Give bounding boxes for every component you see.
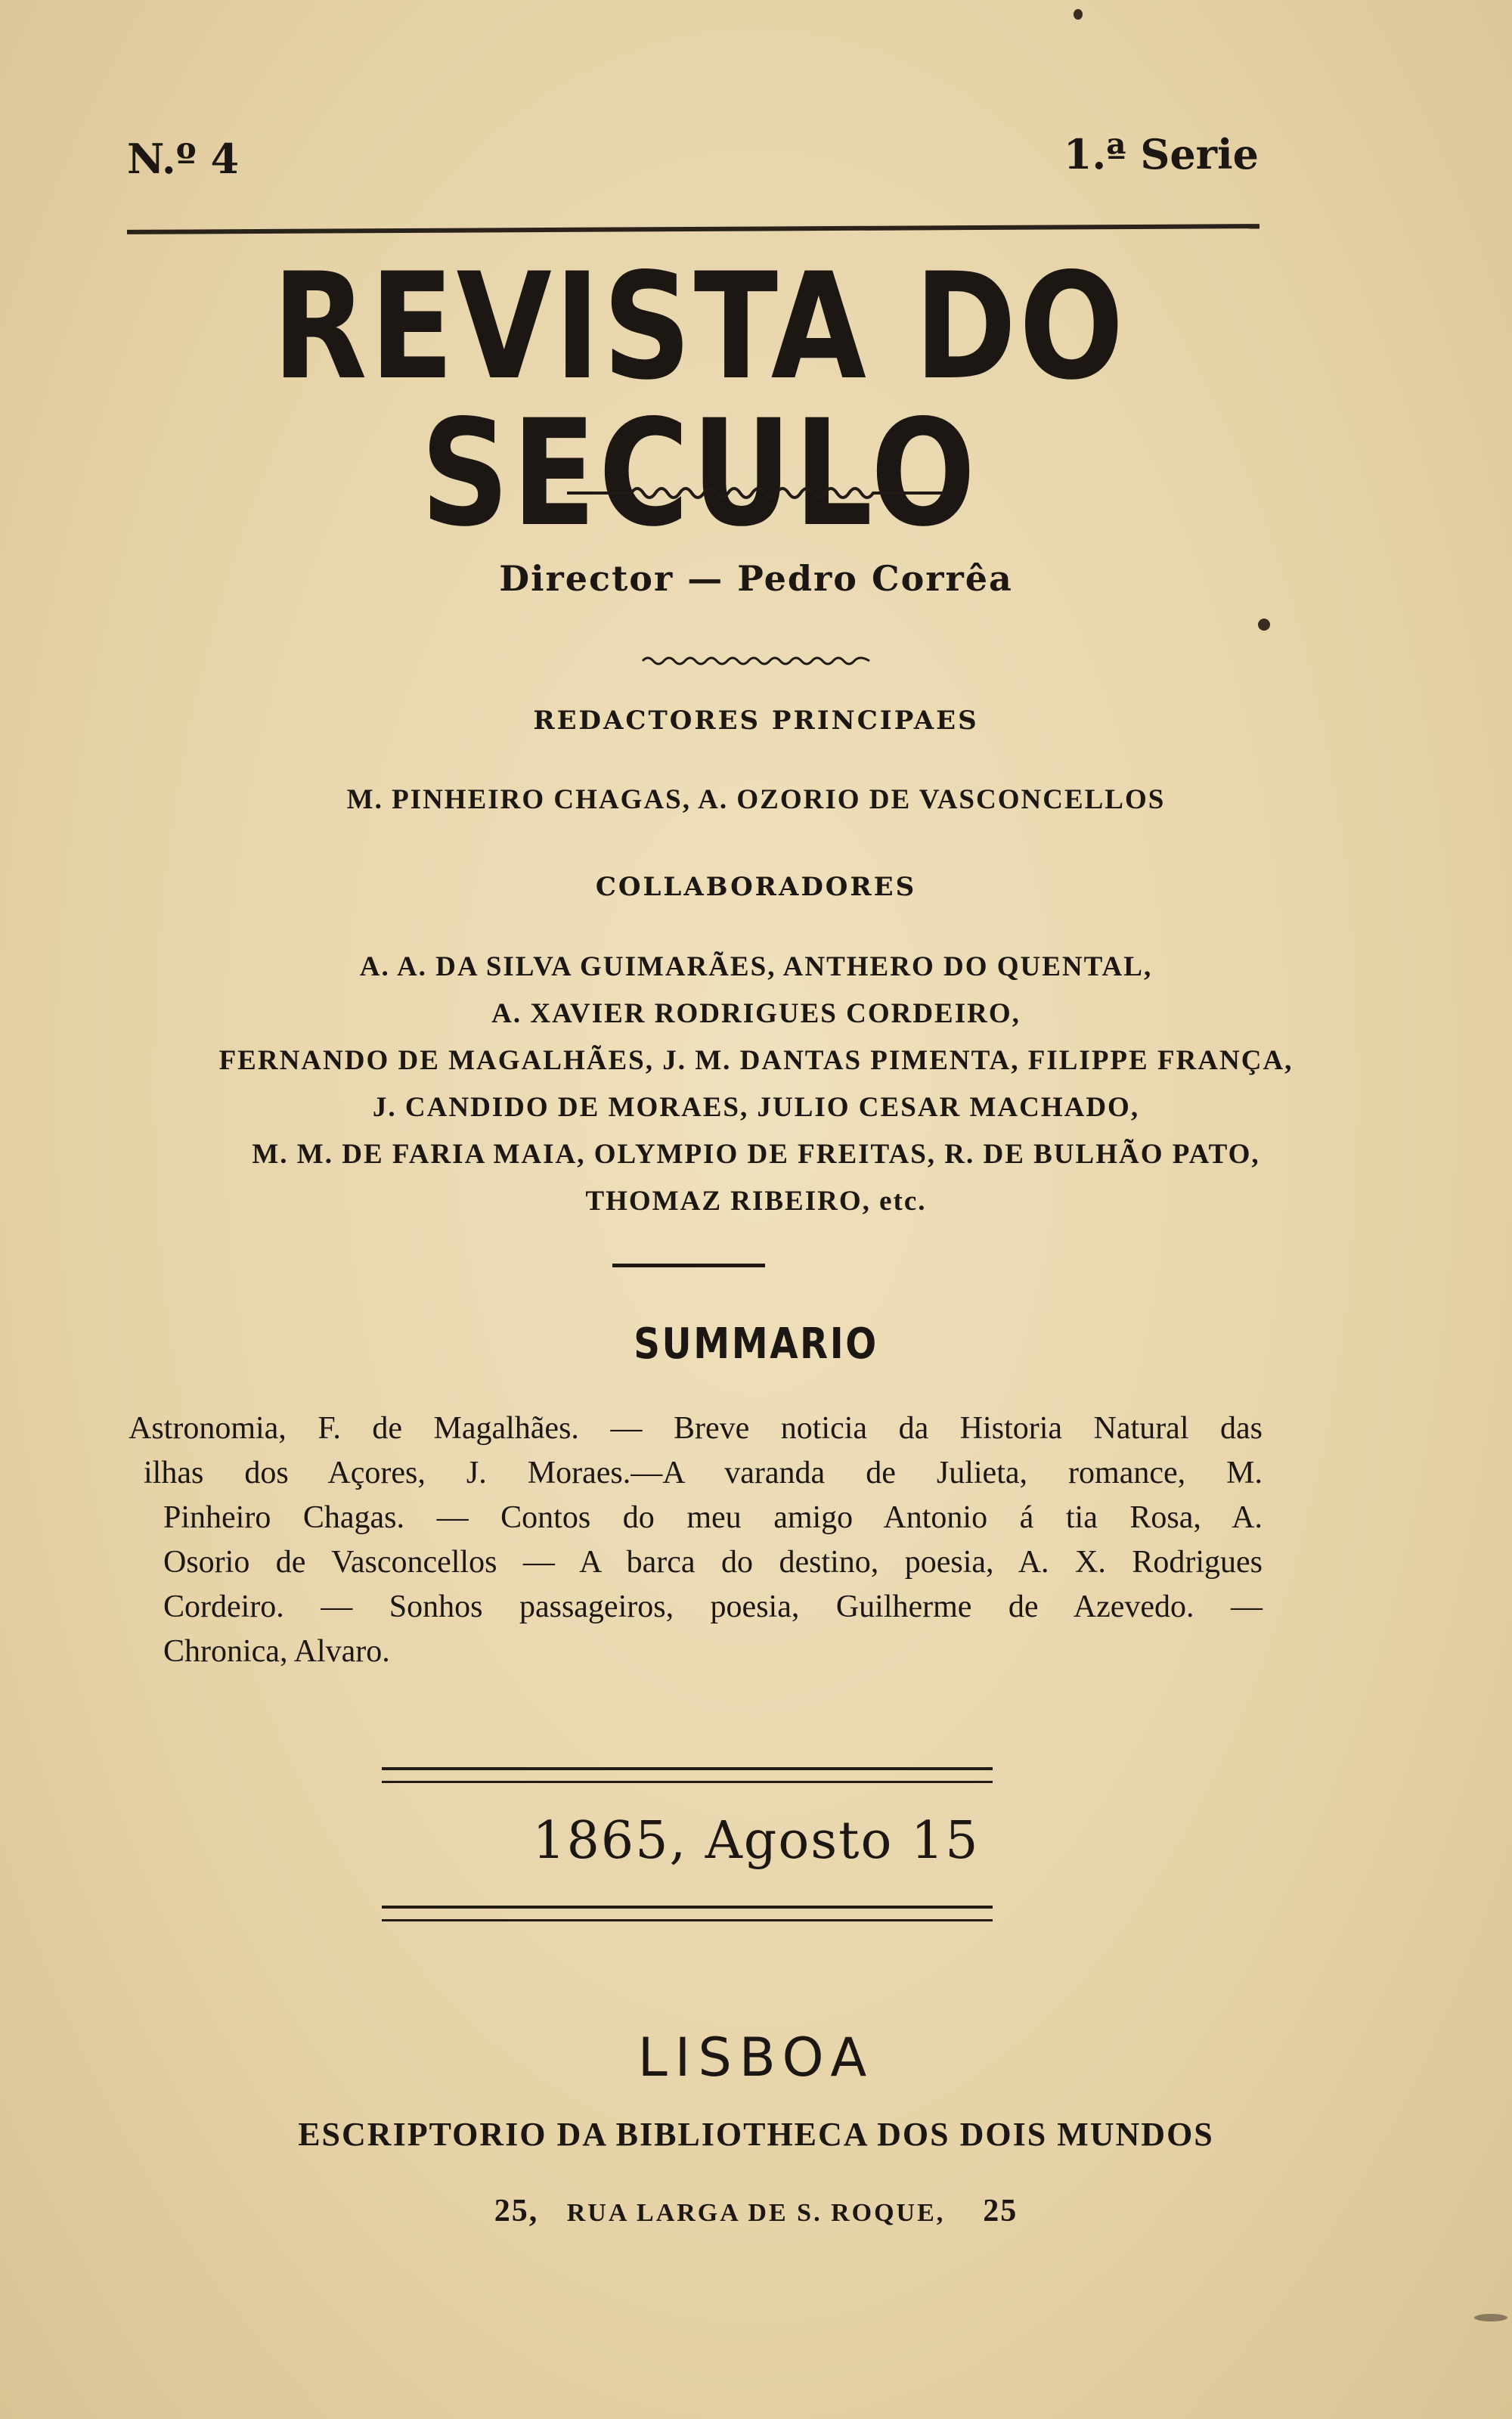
collaborators-line: A. XAVIER RODRIGUES CORDEIRO, bbox=[491, 998, 1021, 1029]
summary-line: Cordeiro. — Sonhos passageiros, poesia, Guilherme de Azevedo. — bbox=[163, 1589, 1263, 1624]
collaborators-line: FERNANDO DE MAGALHÃES, J. M. DANTAS PIMENTA, FILIPPE FRANÇA, bbox=[218, 1045, 1294, 1076]
imprint-city: LISBOA bbox=[637, 2027, 875, 2089]
collaborators-line: M. M. DE FARIA MAIA, OLYMPIO DE FREITAS, R. DE BULHÃO PATO, bbox=[252, 1139, 1260, 1170]
paper-speck bbox=[1474, 2314, 1507, 2321]
double-rule-bottom bbox=[382, 1906, 993, 1921]
issue-number: N.º 4 bbox=[127, 135, 240, 183]
summary-heading: SUMMARIO bbox=[634, 1320, 878, 1369]
collaborators-heading: COLLABORADORES bbox=[595, 872, 917, 902]
collaborators-line: A. A. DA SILVA GUIMARÃES, ANTHERO DO QUENTAL, bbox=[359, 951, 1153, 982]
summary-line: Osorio de Vasconcellos — A barca do destino, poesia, A. X. Rodrigues bbox=[163, 1545, 1263, 1580]
director-line: Director — Pedro Corrêa bbox=[499, 558, 1013, 599]
double-rule-top bbox=[382, 1767, 993, 1783]
paper-speck bbox=[1258, 619, 1270, 631]
masthead-title: REVISTA DO SECULO bbox=[272, 241, 1126, 559]
imprint-publisher: ESCRIPTORIO DA BIBLIOTHECA DOS DOIS MUNDOS bbox=[298, 2116, 1214, 2153]
collaborators-line: THOMAZ RIBEIRO, etc. bbox=[585, 1186, 927, 1217]
series-label: 1.ª Serie bbox=[1063, 130, 1259, 178]
address-number: 25 bbox=[983, 2194, 1018, 2228]
summary-line: Chronica, Alvaro. bbox=[163, 1634, 390, 1669]
summary-line: ilhas dos Açores, J. Moraes.—A varanda de Julieta, romance, M. bbox=[144, 1456, 1263, 1490]
issue-date: 1865, Agosto 15 bbox=[532, 1811, 980, 1871]
editors-heading: REDACTORES PRINCIPAES bbox=[533, 706, 979, 736]
summary-line: Pinheiro Chagas. — Contos do meu amigo Antonio á tia Rosa, A. bbox=[163, 1500, 1263, 1535]
collaborators-line: J. CANDIDO DE MORAES, JULIO CESAR MACHADO, bbox=[372, 1092, 1140, 1123]
section-rule bbox=[612, 1264, 765, 1267]
paper-speck bbox=[1074, 9, 1083, 20]
summary-line: Astronomia, F. de Magalhães. — Breve noticia da Historia Natural das bbox=[129, 1411, 1263, 1446]
address-number: 25, bbox=[494, 2194, 539, 2228]
address-street: RUA LARGA DE S. ROQUE, bbox=[566, 2199, 946, 2227]
imprint-address bbox=[0, 2193, 1512, 2229]
ornament-wave-top bbox=[0, 478, 1512, 508]
ornament-wave-small bbox=[0, 652, 1512, 670]
summary-body bbox=[129, 1406, 1263, 1674]
editors-names: M. PINHEIRO CHAGAS, A. OZORIO DE VASCONCELLOS bbox=[346, 784, 1166, 815]
header-rule bbox=[127, 224, 1259, 234]
